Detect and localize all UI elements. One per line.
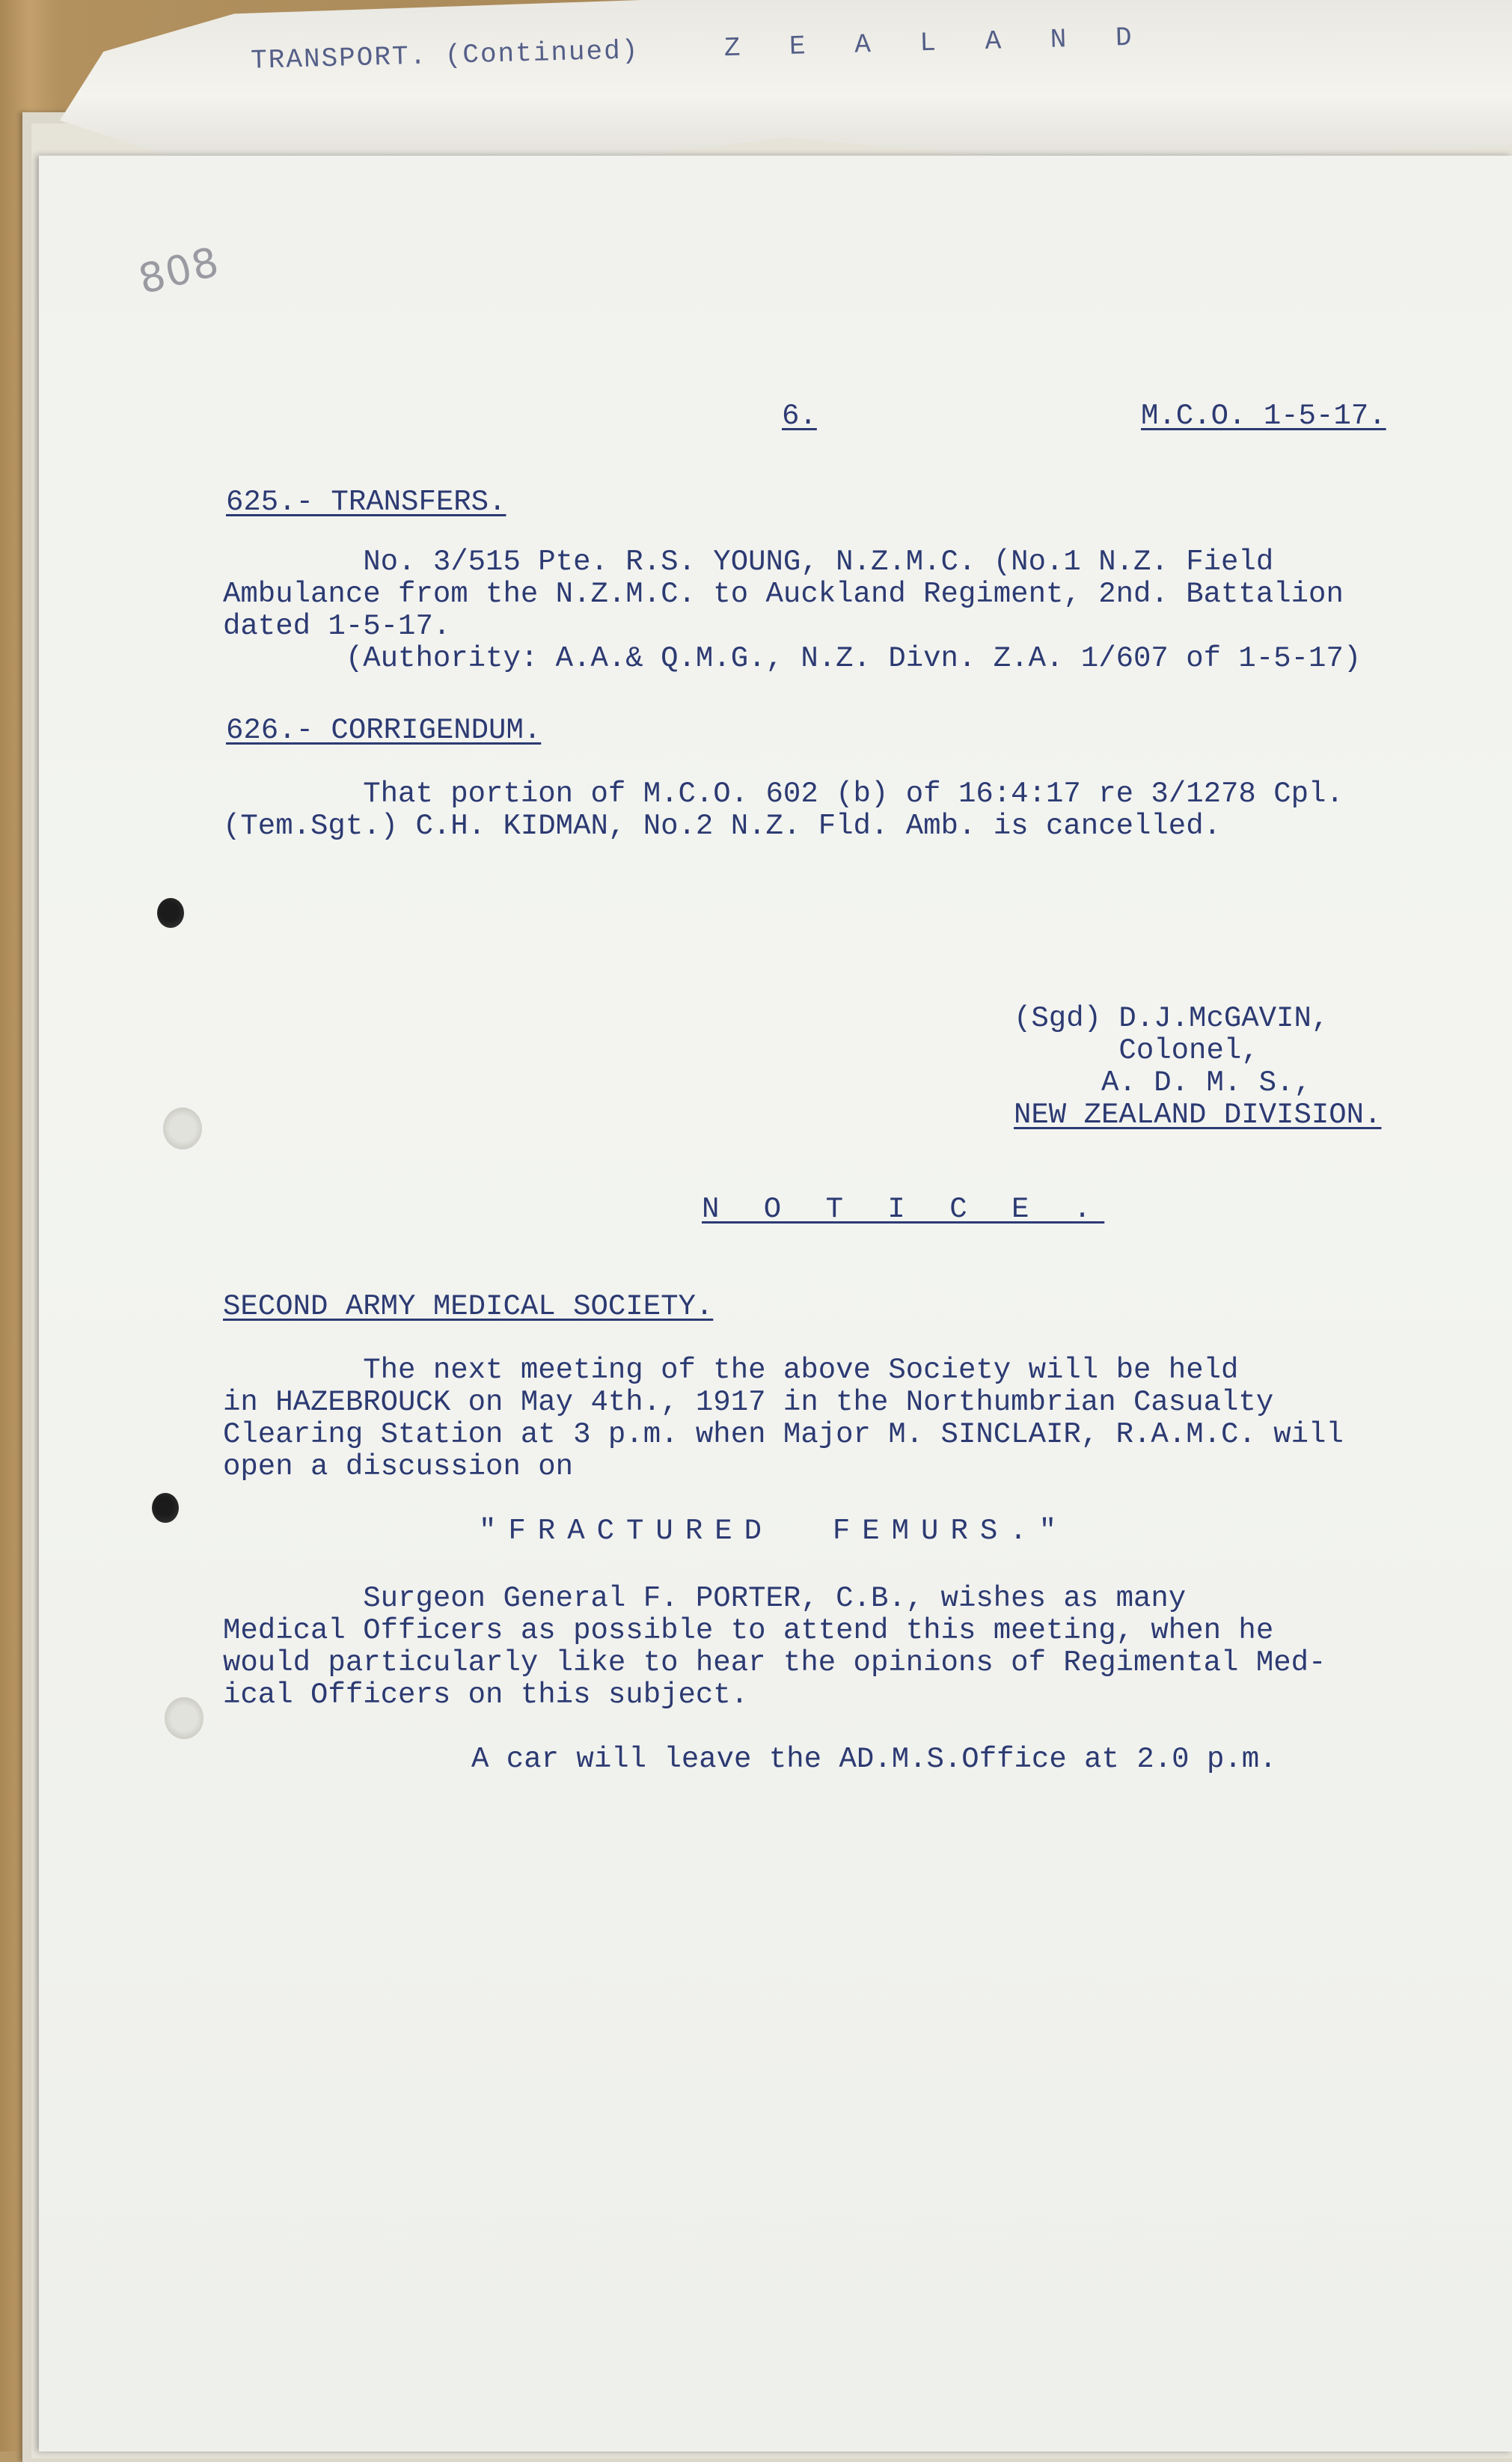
society-heading: SECOND ARMY MEDICAL SOCIETY. [223, 1290, 714, 1323]
order-reference: M.C.O. 1-5-17. [1141, 400, 1386, 433]
signature-division: NEW ZEALAND DIVISION. [1014, 1099, 1382, 1131]
signature-rank: Colonel, [1014, 1034, 1259, 1067]
notice-title: N O T I C E . [702, 1193, 1105, 1226]
top-sheet-right-text: Z E A L A N D [723, 22, 1149, 64]
punch-hole-reinforced [165, 1697, 203, 1739]
section-626-heading: 626.- CORRIGENDUM. [226, 714, 542, 747]
section-625-body: No. 3/515 Pte. R.S. YOUNG, N.Z.M.C. (No.1 N.Z. Field Ambulance from the N.Z.M.C. to Auckland Regiment, 2nd. Battalion dated 1-5-17. (Authority: A.A.& Q.M.G., N.Z. Divn. Z.A. 1/607 of 1-5-17) [223, 546, 1362, 675]
page-number: 6. [782, 400, 817, 433]
car-departure-note: A car will leave the AD.M.S.Office at 2.0 p.m. [471, 1743, 1277, 1776]
punch-hole [157, 898, 184, 928]
punch-hole-reinforced [163, 1108, 202, 1149]
signature-block [1014, 1003, 1381, 1131]
society-paragraph-1: The next meeting of the above Society will be held in HAZEBROUCK on May 4th., 1917 in the Northumbrian Casualty Clearing Station at 3 p.m. when Major M. SINCLAIR, R.A.M.C. will open a discussion on [223, 1354, 1344, 1483]
pencil-page-number: 808 [133, 237, 225, 304]
society-paragraph-2: Surgeon General F. PORTER, C.B., wishes as many Medical Officers as possible to attend this meeting, when he would particularly like to hear the opinions of Regimental Med- ical Officers on this subject. [223, 1582, 1326, 1711]
signature-title: A. D. M. S., [1014, 1066, 1311, 1099]
discussion-topic: "FRACTURED FEMURS." [479, 1515, 1069, 1548]
punch-hole [152, 1493, 179, 1523]
signature-name: (Sgd) D.J.McGAVIN, [1014, 1002, 1329, 1035]
section-625-heading: 625.- TRANSFERS. [226, 486, 506, 519]
section-626-body: That portion of M.C.O. 602 (b) of 16:4:17 re 3/1278 Cpl. (Tem.Sgt.) C.H. KIDMAN, No.2 N.Z. Fld. Amb. is cancelled. [223, 778, 1344, 843]
top-sheet-left-text: TRANSPORT. (Continued) [250, 35, 640, 76]
